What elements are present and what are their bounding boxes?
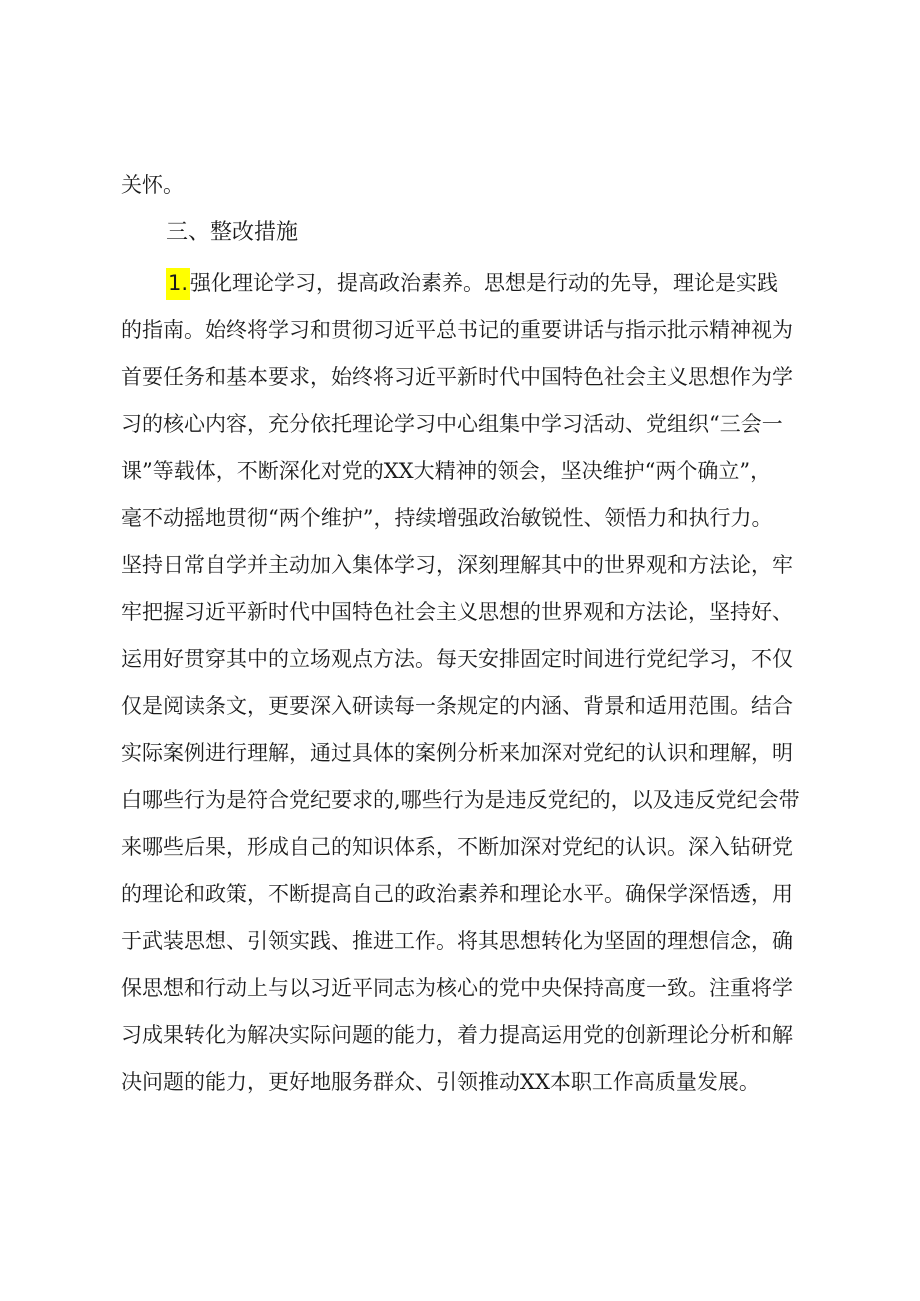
paragraph-line	[166, 268, 811, 300]
paragraph-line: 白哪些行为是符合党纪要求的,哪些行为是违反党纪的，以及违反党纪会带	[121, 788, 800, 812]
paragraph-line: 于武装思想、引领实践、推进工作。将其思想转化为坚固的理想信念，确	[121, 929, 793, 953]
paragraph-line: 来哪些后果，形成自己的知识体系，不断加深对党纪的认识。深入钻研党	[121, 835, 793, 859]
lead-line: 关怀。	[121, 173, 184, 197]
paragraph-line: 毫不动摇地贯彻“两个维护”，持续增强政治敏锐性、领悟力和执行力。	[121, 506, 773, 530]
paragraph-line: 习的核心内容，充分依托理论学习中心组集中学习活动、党组织“三会一	[121, 412, 783, 436]
paragraph-line: 首要任务和基本要求，始终将习近平新时代中国特色社会主义思想作为学	[121, 365, 793, 389]
paragraph-line-text: 强化理论学习，提高政治素养。思想是行动的先导，理论是实践	[190, 271, 779, 295]
paragraph-line: 习成果转化为解决实际问题的能力，着力提高运用党的创新理论分析和解	[121, 1023, 793, 1047]
paragraph-line: 仅是阅读条文，更要深入研读每一条规定的内涵、背景和适用范围。结合	[121, 694, 793, 718]
paragraph-line: 牢把握习近平新时代中国特色社会主义思想的世界观和方法论，坚持好、	[121, 600, 793, 624]
section-heading: 三、整改措施	[166, 220, 299, 245]
paragraph-line: 保思想和行动上与以习近平同志为核心的党中央保持高度一致。注重将学	[121, 976, 793, 1000]
paragraph-line: 课”等载体，不断深化对党的XX大精神的领会，坚决维护“两个确立”，	[121, 459, 772, 483]
paragraph-line: 运用好贯穿其中的立场观点方法。每天安排固定时间进行党纪学习，不仅	[121, 647, 793, 671]
paragraph-line: 的理论和政策，不断提高自己的政治素养和理论水平。确保学深悟透，用	[121, 882, 793, 906]
paragraph-line: 坚持日常自学并主动加入集体学习，深刻理解其中的世界观和方法论，牢	[121, 553, 793, 577]
paragraph-line: 决问题的能力，更好地服务群众、引领推动XX本职工作高质量发展。	[121, 1070, 760, 1094]
paragraph-line: 实际案例进行理解，通过具体的案例分析来加深对党纪的认识和理解，明	[121, 741, 793, 765]
item-number-highlight: 1.	[166, 268, 190, 300]
paragraph-line: 的指南。始终将学习和贯彻习近平总书记的重要讲话与指示批示精神视为	[121, 318, 793, 342]
